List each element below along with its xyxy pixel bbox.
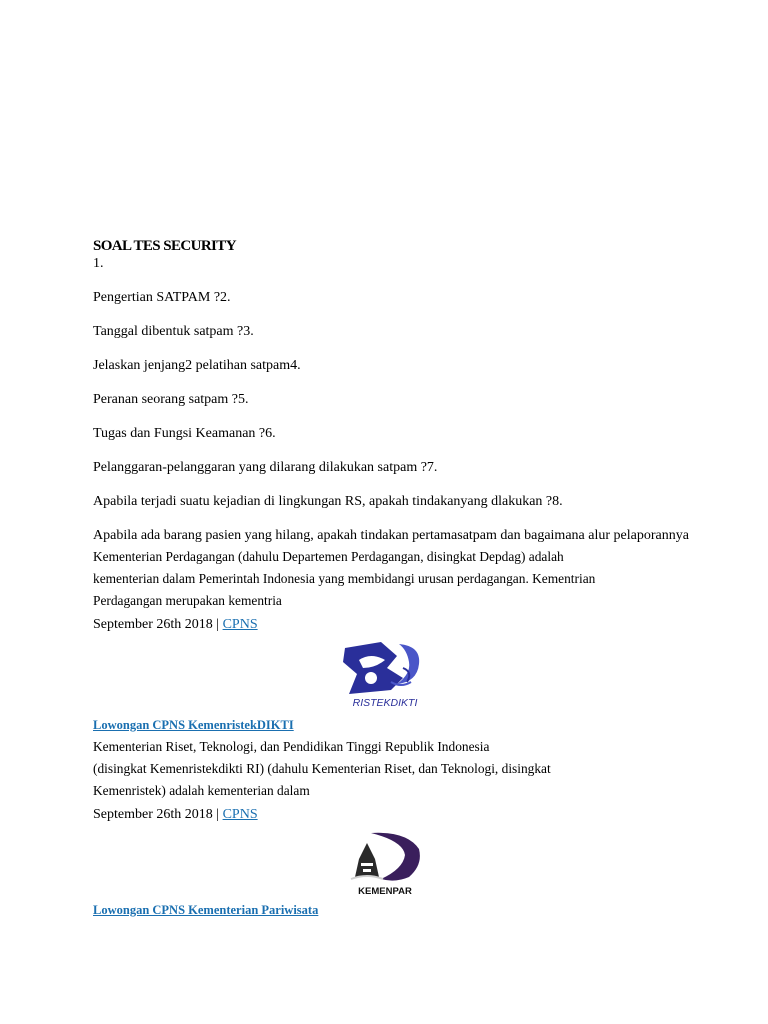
meta-separator: | (216, 807, 220, 822)
question-item: Tanggal dibentuk satpam ?3. (93, 324, 254, 339)
document-page (93, 238, 693, 919)
paragraph-line: Kemenristek) adalah kementerian dalam (93, 783, 310, 798)
article-paragraph (93, 546, 693, 612)
ristekdikti-logo[interactable] (341, 638, 429, 710)
category-link[interactable]: CPNS (222, 617, 258, 632)
logo-row (93, 638, 693, 716)
kemenpar-logo-text: KEMENPAR (358, 886, 412, 897)
question-item: Tugas dan Fungsi Keamanan ?6. (93, 426, 276, 441)
article-title-link[interactable]: Lowongan CPNS Kementerian Pariwisata (93, 903, 319, 917)
question-item: Pengertian SATPAM ?2. (93, 290, 231, 305)
question-item: Jelaskan jenjang2 pelatihan satpam4. (93, 358, 301, 373)
article-meta (93, 616, 693, 633)
kemenpar-logo[interactable] (347, 829, 423, 899)
document-heading: SOAL TES SECURITY (93, 238, 236, 254)
paragraph-line: Perdagangan merupakan kementria (93, 593, 282, 608)
article-title-link[interactable]: Lowongan CPNS KemenristekDIKTI (93, 718, 294, 732)
paragraph-line: Kementerian Riset, Teknologi, dan Pendidikan Tinggi Republik Indonesia (93, 739, 490, 754)
paragraph-line: (disingkat Kemenristekdikti RI) (dahulu Kementerian Riset, dan Teknologi, disingkat (93, 761, 551, 776)
article-date: September 26th 2018 (93, 807, 213, 822)
question-item: Apabila terjadi suatu kejadian di lingkungan RS, apakah tindakanyang dlakukan ?8. (93, 494, 563, 509)
article-meta (93, 806, 693, 823)
question-number: 1. (93, 256, 104, 271)
paragraph-line: Kementerian Perdagangan (dahulu Departemen Perdagangan, disingkat Depdag) adalah (93, 549, 564, 564)
question-item: Pelanggaran-pelanggaran yang dilarang dilakukan satpam ?7. (93, 460, 438, 475)
question-item: Apabila ada barang pasien yang hilang, apakah tindakan pertamasatpam dan bagaimana alur pelaporannya (93, 528, 689, 543)
logo-row (93, 829, 693, 901)
paragraph-line: kementerian dalam Pemerintah Indonesia yang membidangi urusan perdagangan. Kementrian (93, 571, 596, 586)
category-link[interactable]: CPNS (222, 807, 258, 822)
question-item: Peranan seorang satpam ?5. (93, 392, 249, 407)
meta-separator: | (216, 617, 220, 632)
article-date: September 26th 2018 (93, 617, 213, 632)
ristekdikti-logo-text: RISTEKDIKTI (352, 697, 418, 709)
article-paragraph (93, 736, 693, 802)
